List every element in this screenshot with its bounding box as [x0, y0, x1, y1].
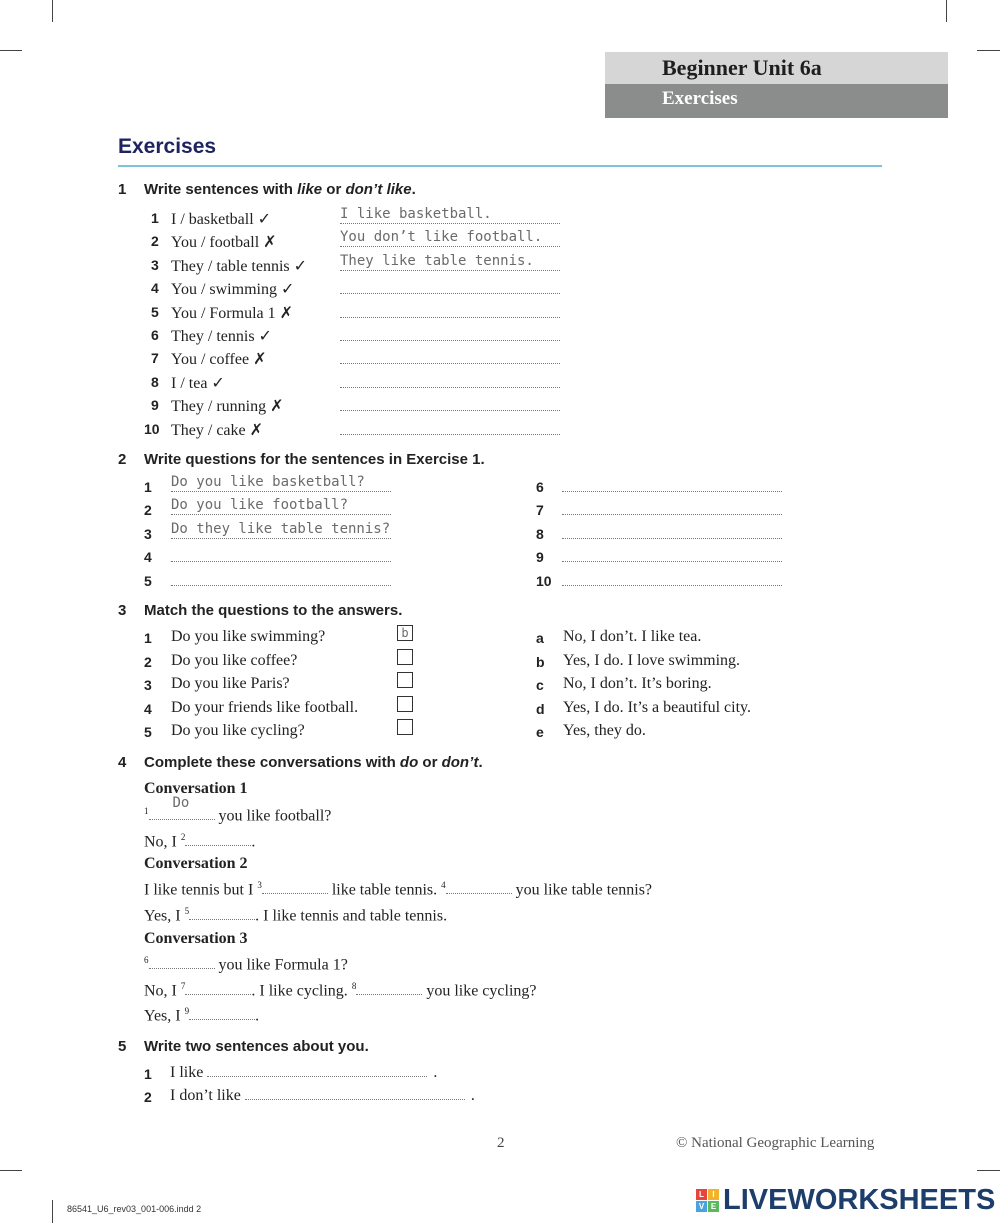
handwritten-answer: Do they like table tennis?	[171, 520, 391, 537]
item-number: 8	[536, 525, 544, 542]
answer-letter: b	[536, 653, 545, 670]
answer-line[interactable]	[340, 363, 560, 364]
exercise-5-title: Write two sentences about you.	[144, 1038, 369, 1055]
handwritten-answer: Do you like basketball?	[171, 474, 365, 490]
line-text: No, I	[144, 833, 177, 851]
item-number: 10	[536, 572, 552, 589]
line-text: .	[255, 1007, 260, 1025]
item-number: 5	[144, 724, 152, 740]
logo-letter: E	[708, 1201, 719, 1212]
item-number: 5	[151, 303, 159, 320]
answer-blank-9[interactable]	[189, 1007, 255, 1020]
answer-line[interactable]	[340, 270, 560, 271]
line-text: like table tennis.	[331, 881, 438, 899]
answer-blank-3[interactable]	[262, 881, 328, 894]
logo-letter: I	[708, 1189, 719, 1200]
item-number: 3	[151, 256, 159, 273]
handwritten-answer: Do you like football?	[171, 497, 349, 514]
answer-line[interactable]	[562, 585, 782, 586]
sentence-text: I don’t like	[170, 1087, 241, 1105]
logo-letter: L	[696, 1189, 707, 1200]
crop-mark	[0, 50, 22, 51]
sentence-prompt: I / basketball ✓	[171, 211, 272, 228]
answer-line[interactable]	[340, 434, 560, 435]
blank-number: 3	[257, 880, 262, 890]
match-question: Do you like swimming?	[171, 628, 326, 645]
answer-blank-1[interactable]	[149, 795, 215, 820]
item-number: 2	[151, 233, 159, 250]
match-question: Do you like coffee?	[171, 651, 298, 669]
answer-line[interactable]	[340, 317, 560, 318]
item-number: 1	[151, 210, 159, 226]
answer-box[interactable]	[397, 649, 413, 665]
exercise-4-number: 4	[118, 754, 127, 771]
title-rule	[118, 165, 882, 167]
answer-line[interactable]	[171, 491, 391, 492]
item-number: 3	[144, 525, 152, 542]
answer-line[interactable]	[340, 223, 560, 224]
answer-blank[interactable]	[207, 1064, 427, 1077]
line-text: I like tennis but I	[144, 881, 254, 899]
exercise-2-title: Write questions for the sentences in Exercise 1.	[144, 451, 485, 468]
exercise-1-number: 1	[118, 181, 127, 198]
liveworksheets-brand[interactable]	[696, 1184, 995, 1217]
blank-number: 9	[184, 1006, 190, 1016]
blank-number: 1	[144, 806, 149, 816]
match-answer: No, I don’t. I like tea.	[563, 628, 702, 645]
unit-subtitle: Exercises	[662, 88, 738, 109]
item-number: 7	[536, 502, 544, 519]
item-number: 5	[144, 572, 152, 589]
conversation-line	[144, 795, 332, 825]
match-answer: Yes, they do.	[563, 722, 646, 739]
item-number: 4	[144, 700, 152, 717]
exercise-2-number: 2	[118, 451, 127, 468]
line-text: . I like tennis and table tennis.	[255, 907, 448, 925]
item-number: 4	[151, 280, 159, 297]
answer-line[interactable]	[562, 514, 782, 515]
liveworksheets-logo-icon	[696, 1189, 719, 1212]
blank-number: 8	[351, 981, 357, 991]
answer-blank-6[interactable]	[149, 956, 215, 969]
item-number: 9	[151, 397, 159, 414]
conversation-1-title: Conversation 1	[144, 780, 248, 797]
page-number: 2	[497, 1135, 505, 1151]
item-number: 9	[536, 549, 544, 566]
sentence-start	[170, 1087, 475, 1105]
answer-blank-2[interactable]	[185, 833, 251, 846]
blank-number: 6	[144, 955, 149, 965]
answer-box[interactable]	[397, 672, 413, 688]
item-number: 2	[144, 653, 152, 670]
answer-blank-5[interactable]	[189, 907, 255, 920]
item-number: 1	[144, 630, 152, 646]
match-answer: Yes, I do. I love swimming.	[563, 651, 741, 669]
sentence-end: .	[470, 1087, 475, 1105]
sentence-prompt: They / running ✗	[171, 398, 284, 416]
item-number: 4	[144, 549, 152, 566]
line-text: . I like cycling.	[251, 982, 348, 1000]
answer-box[interactable]	[397, 696, 413, 712]
file-slug: 86541_U6_rev03_001-006.indd 2	[67, 1204, 202, 1214]
conversation-line	[144, 880, 652, 899]
answer-line[interactable]	[171, 538, 391, 539]
conversation-2-title: Conversation 2	[144, 855, 248, 872]
crop-mark	[946, 0, 947, 22]
answer-line[interactable]	[340, 246, 560, 247]
answer-line[interactable]	[171, 585, 391, 586]
blank-number: 4	[441, 880, 446, 890]
liveworksheets-wordmark: LIVEWORKSHEETS	[723, 1184, 996, 1216]
sentence-prompt: You / swimming ✓	[171, 281, 295, 299]
answer-blank-7[interactable]	[185, 982, 251, 995]
sentence-prompt: You / coffee ✗	[171, 351, 267, 369]
conversation-line	[144, 906, 447, 925]
match-question: Do you like cycling?	[171, 722, 305, 739]
exercise-4-title: Complete these conversations with do or don’t.	[144, 754, 483, 771]
sentence-text: I like	[170, 1064, 204, 1081]
conversation-line	[144, 832, 255, 851]
match-answer: No, I don’t. It’s boring.	[563, 675, 712, 692]
handwritten-answer: I like basketball.	[340, 206, 492, 222]
handwritten-answer: You don’t like football.	[340, 229, 543, 246]
sentence-prompt: They / tennis ✓	[171, 328, 272, 345]
blank-number: 7	[180, 981, 186, 991]
item-number: 2	[144, 1089, 152, 1106]
conversation-line	[144, 955, 348, 974]
crop-mark	[0, 1170, 22, 1171]
line-text: .	[251, 833, 256, 851]
sentence-prompt: They / table tennis ✓	[171, 257, 308, 275]
unit-title: Beginner Unit 6a	[662, 55, 822, 80]
handwritten-answer: They like table tennis.	[340, 252, 534, 269]
exercise-3-title: Match the questions to the answers.	[144, 602, 403, 619]
line-text: Yes, I	[144, 1007, 181, 1025]
line-text: you like football?	[218, 807, 332, 825]
item-number: 1	[144, 479, 152, 495]
line-text: Yes, I	[144, 907, 181, 925]
match-question: Do your friends like football.	[171, 698, 359, 716]
answer-line[interactable]	[340, 387, 560, 388]
page-title: Exercises	[118, 135, 217, 158]
item-number: 10	[144, 420, 160, 437]
handwritten-answer: Do	[172, 795, 190, 812]
match-question: Do you like Paris?	[171, 675, 290, 692]
copyright: © National Geographic Learning	[676, 1135, 875, 1151]
crop-mark	[977, 50, 1000, 51]
exercise-5-number: 5	[118, 1038, 127, 1055]
sentence-prompt: I / tea ✓	[171, 374, 225, 392]
logo-letter: V	[696, 1201, 707, 1212]
sentence-prompt: You / Formula 1 ✗	[171, 304, 294, 322]
conversation-3-title: Conversation 3	[144, 930, 248, 947]
item-number: 8	[151, 373, 159, 390]
sentence-prompt: They / cake ✗	[171, 421, 264, 439]
item-number: 7	[151, 350, 159, 367]
blank-number: 2	[180, 832, 186, 842]
item-number: 2	[144, 502, 152, 519]
handwritten-answer: b	[401, 626, 409, 640]
header-band-bottom	[605, 84, 948, 118]
answer-blank[interactable]	[245, 1087, 465, 1100]
answer-blank-8[interactable]	[356, 982, 422, 995]
answer-line[interactable]	[562, 561, 782, 562]
exercise-1-title: Write sentences with like or don’t like.	[144, 181, 416, 198]
answer-box[interactable]	[397, 719, 413, 735]
answer-box[interactable]	[397, 625, 413, 641]
answer-line[interactable]	[340, 293, 560, 294]
item-number: 1	[144, 1066, 152, 1082]
blank-number: 5	[184, 906, 190, 916]
item-number: 6	[536, 479, 544, 495]
line-text: you like cycling?	[426, 982, 537, 1000]
conversation-line	[144, 1006, 259, 1025]
exercise-3-number: 3	[118, 602, 127, 619]
answer-letter: a	[536, 630, 544, 646]
item-number: 3	[144, 677, 152, 693]
answer-line[interactable]	[562, 491, 782, 492]
item-number: 6	[151, 327, 159, 343]
answer-line[interactable]	[340, 340, 560, 341]
crop-mark	[977, 1170, 1000, 1171]
answer-line[interactable]	[171, 561, 391, 562]
crop-mark	[52, 1200, 53, 1223]
answer-letter: d	[536, 700, 545, 717]
answer-line[interactable]	[562, 538, 782, 539]
answer-line[interactable]	[171, 514, 391, 515]
answer-letter: c	[536, 677, 544, 693]
sentence-start	[170, 1064, 437, 1082]
sentence-end: .	[433, 1064, 438, 1081]
match-answer: Yes, I do. It’s a beautiful city.	[563, 698, 751, 716]
crop-mark	[52, 0, 53, 22]
conversation-line	[144, 981, 537, 1000]
line-text: No, I	[144, 982, 177, 1000]
answer-letter: e	[536, 724, 544, 740]
answer-line[interactable]	[340, 410, 560, 411]
answer-blank-4[interactable]	[446, 881, 512, 894]
line-text: you like table tennis?	[515, 881, 653, 899]
sentence-prompt: You / football ✗	[171, 234, 277, 252]
line-text: you like Formula 1?	[218, 956, 348, 974]
